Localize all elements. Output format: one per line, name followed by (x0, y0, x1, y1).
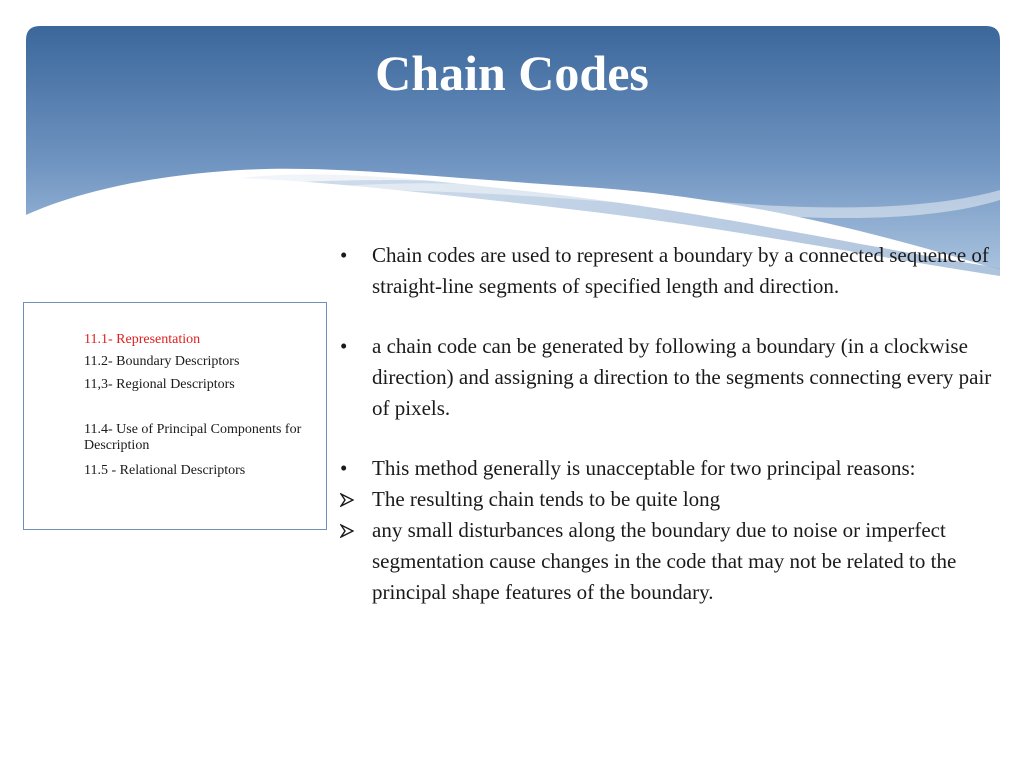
list-item (338, 240, 998, 302)
toc-item-relational-descriptors[interactable]: 11.5 - Relational Descriptors (84, 463, 246, 478)
bullet-text: a chain code can be generated by following a boundary (in a clockwise direction) and assigning a direction to the segments connecting every pair of pixels. (372, 334, 992, 420)
sub-bullet-text: The resulting chain tends to be quite long (372, 487, 721, 511)
list-item (338, 331, 998, 424)
section-outline-box (23, 302, 327, 530)
bullet-icon: • (340, 243, 348, 267)
arrow-bullet-icon (340, 484, 362, 507)
bullet-content (338, 240, 998, 608)
slide-title: Chain Codes (375, 45, 649, 101)
bullet-text: Chain codes are used to represent a boundary by a connected sequence of straight-line segments of specified length and direction. (372, 243, 989, 298)
bullet-icon: • (340, 334, 348, 358)
list-item (338, 484, 998, 515)
toc-item-boundary-descriptors[interactable]: 11.2- Boundary Descriptors (84, 354, 240, 369)
list-item (338, 453, 998, 484)
bullet-icon: • (340, 456, 348, 480)
list-item (338, 515, 998, 608)
sub-bullet-text: any small disturbances along the boundary due to noise or imperfect segmentation cause changes in the code that may not be related to the principal shape features of the boundary. (372, 518, 957, 604)
bullet-text: This method generally is unacceptable for two principal reasons: (372, 456, 916, 480)
toc-item-regional-descriptors[interactable]: 11,3- Regional Descriptors (84, 377, 235, 392)
arrow-bullet-icon (340, 515, 362, 538)
toc-item-representation[interactable]: 11.1- Representation (84, 332, 201, 347)
toc-item-principal-components[interactable]: 11.4- Use of Principal Components for Description (84, 422, 302, 453)
